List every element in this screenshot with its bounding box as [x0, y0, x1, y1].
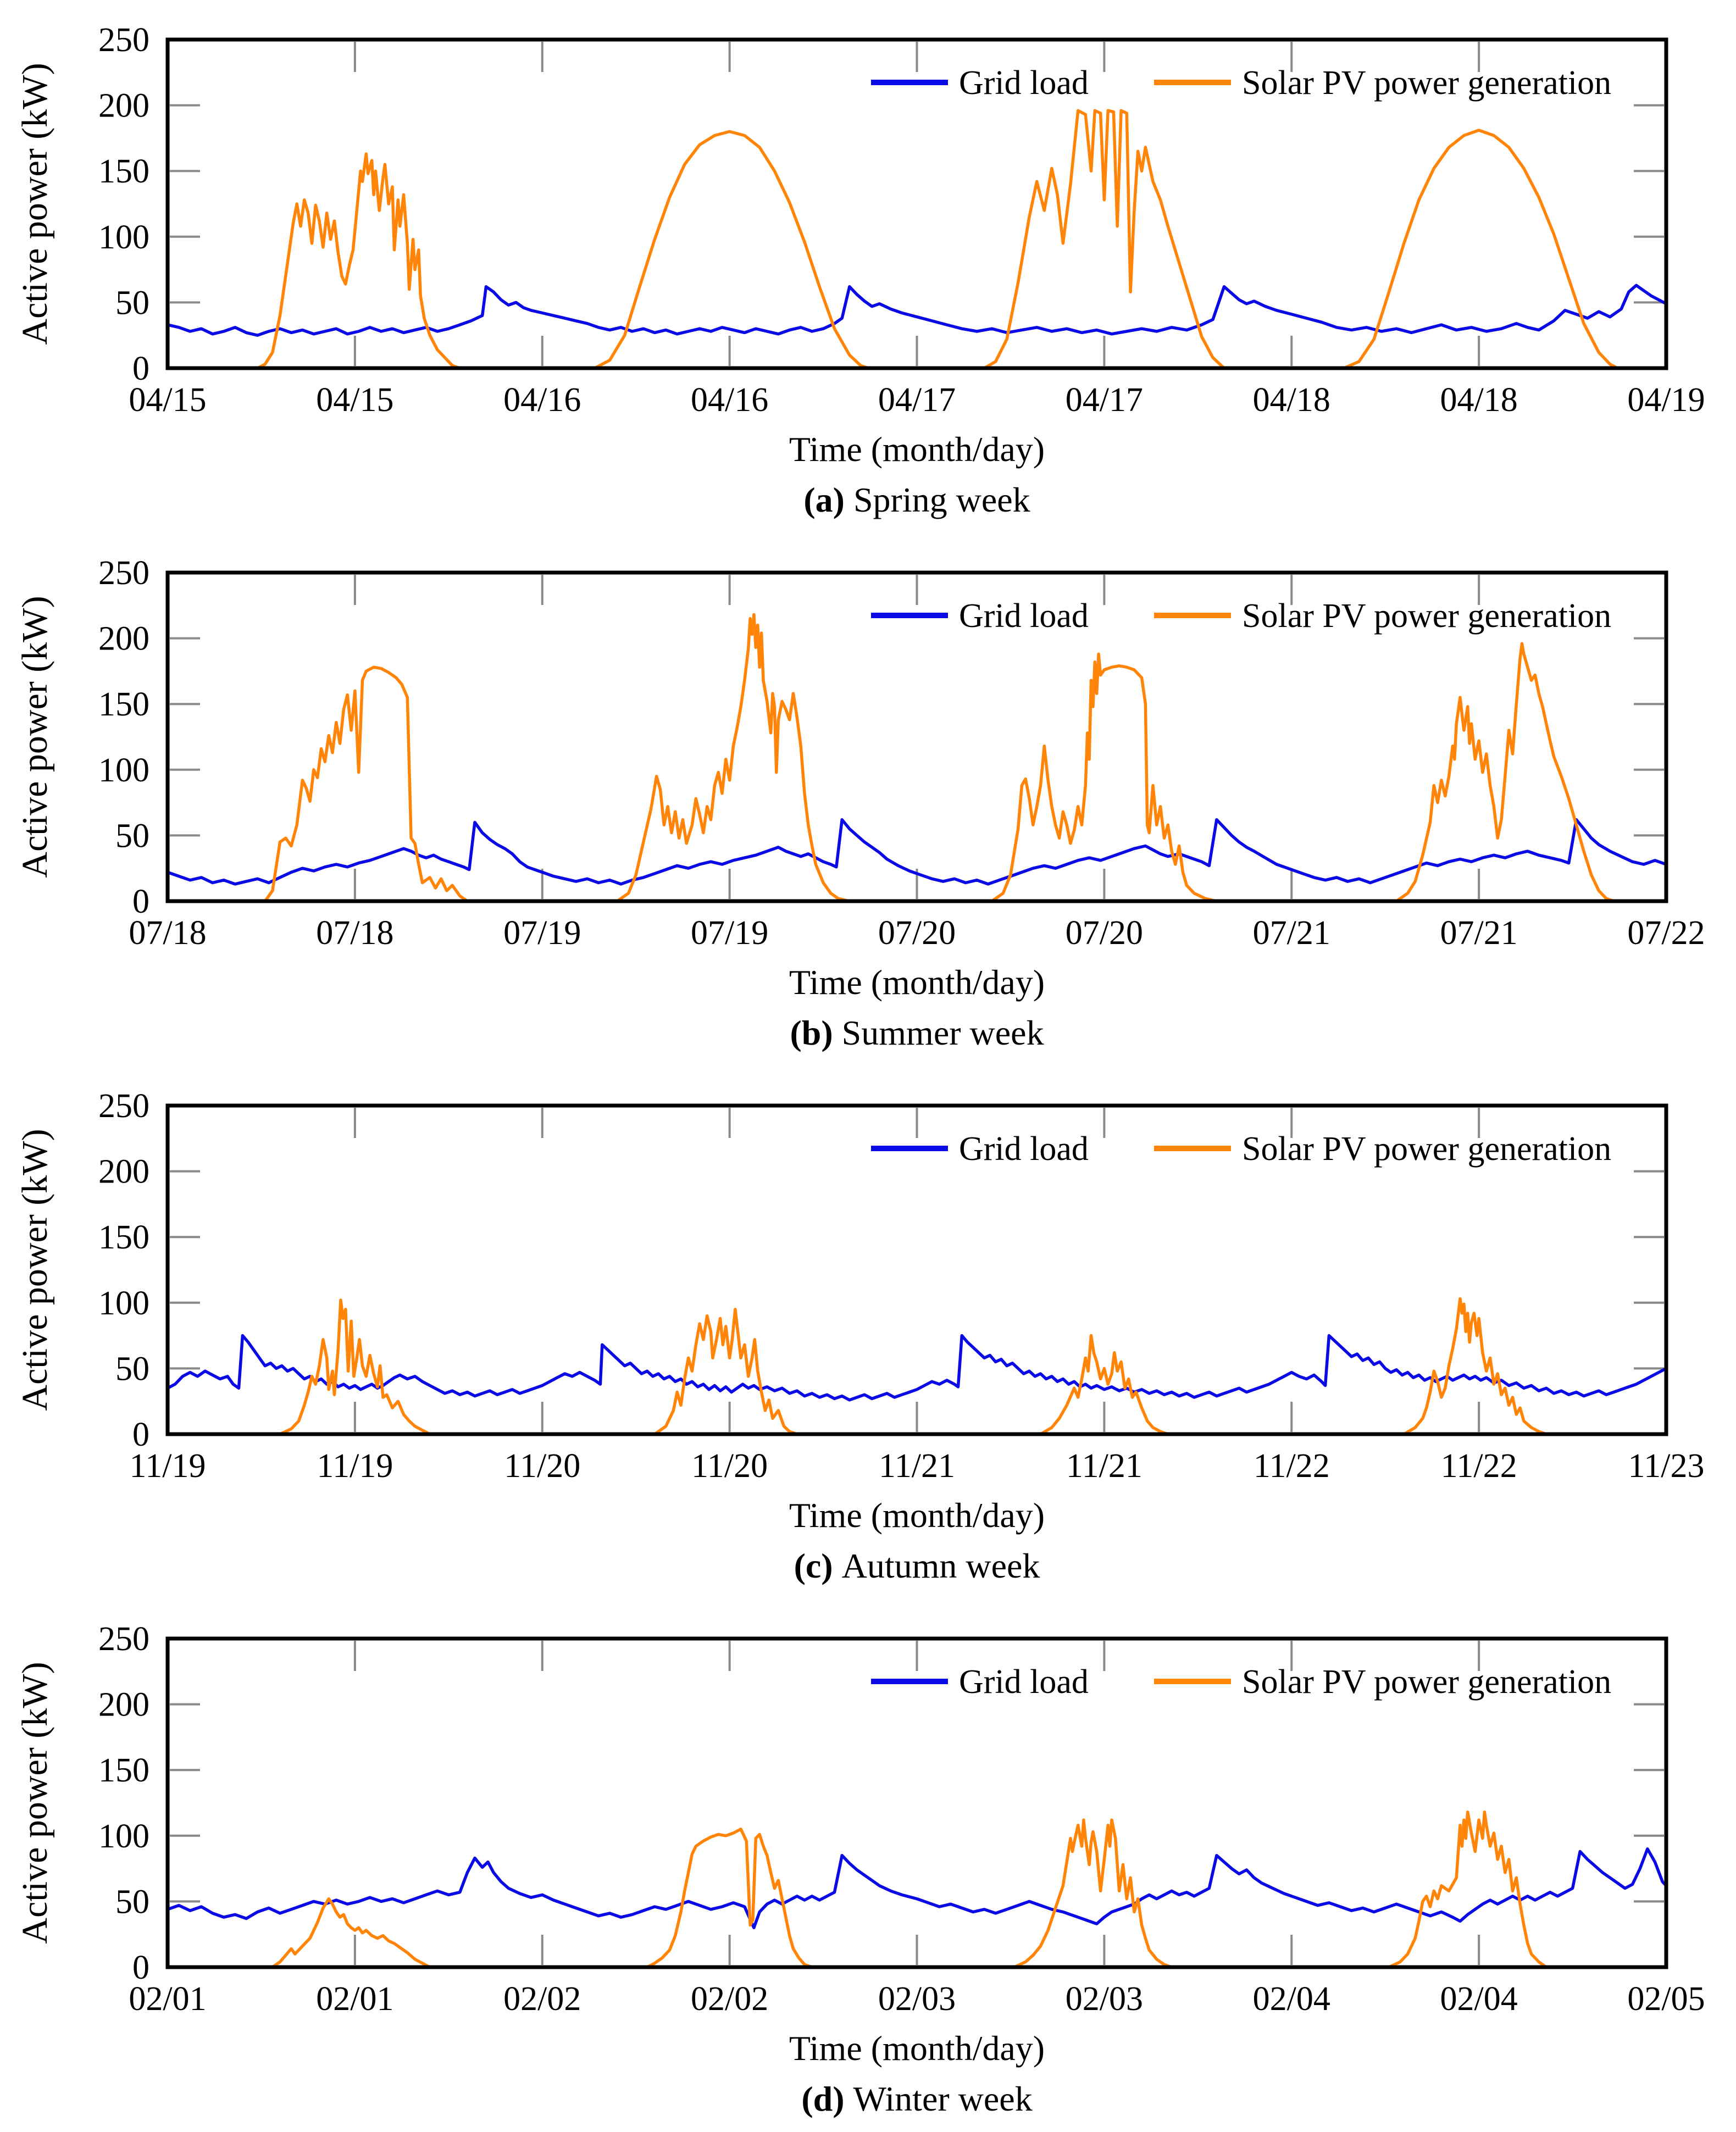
x-tick-label: 04/18: [1440, 381, 1518, 419]
x-tick-label: 02/04: [1440, 1980, 1518, 2018]
x-tick-label: 11/19: [317, 1447, 393, 1485]
legend-solar-pv-label: Solar PV power generation: [1242, 1130, 1612, 1168]
x-tick-label: 07/21: [1252, 914, 1330, 952]
y-tick-label: 0: [132, 350, 149, 387]
grid-load-line: [168, 820, 1666, 884]
y-tick-label: 250: [98, 554, 149, 592]
caption-text: Spring week: [853, 480, 1030, 519]
legend-solar-pv-label: Solar PV power generation: [1242, 1663, 1612, 1701]
x-tick-label: 07/20: [878, 914, 956, 952]
x-tick-label: 02/03: [1065, 1980, 1143, 2018]
legend-solar-pv-label: Solar PV power generation: [1242, 597, 1612, 635]
y-tick-label: 150: [98, 686, 149, 724]
x-tick-label: 04/15: [316, 381, 394, 419]
x-axis-label: Time (month/day): [789, 963, 1045, 1002]
x-tick-label: 07/18: [129, 914, 207, 952]
x-axis-label: Time (month/day): [789, 2029, 1045, 2068]
plot-svg-winter: [0, 1599, 1736, 2022]
x-tick-label: 02/03: [878, 1980, 956, 2018]
x-tick-label: 04/17: [878, 381, 956, 419]
x-tick-label: 02/02: [503, 1980, 581, 2018]
x-tick-label: 04/16: [503, 381, 581, 419]
subfigure-caption: [0, 1541, 1736, 1599]
y-tick-label: 100: [98, 1284, 149, 1322]
y-tick-label: 200: [98, 1153, 149, 1191]
x-tick-label: 02/04: [1252, 1980, 1330, 2018]
y-tick-label: 200: [98, 87, 149, 125]
chart-panel-spring: [0, 0, 1736, 533]
y-tick-label: 0: [132, 883, 149, 920]
subfigure-caption: [0, 2074, 1736, 2132]
y-axis-label: Active power (kW): [15, 1662, 55, 1944]
y-tick-label: 200: [98, 620, 149, 658]
subfigure-caption: [0, 475, 1736, 533]
y-tick-label: 150: [98, 1219, 149, 1257]
legend-grid-load-label: Grid load: [959, 1663, 1089, 1701]
x-tick-label: 04/19: [1627, 381, 1705, 419]
caption-letter: (c): [794, 1546, 833, 1585]
x-tick-label: 07/19: [691, 914, 769, 952]
x-tick-label: 04/15: [129, 381, 207, 419]
x-tick-label: 11/20: [691, 1447, 768, 1485]
caption-text: Autumn week: [841, 1546, 1040, 1585]
y-axis-label: Active power (kW): [15, 1129, 55, 1411]
legend-grid-load-label: Grid load: [959, 64, 1089, 102]
x-tick-label: 07/18: [316, 914, 394, 952]
chart-panel-autumn: [0, 1066, 1736, 1599]
y-tick-label: 0: [132, 1949, 149, 1986]
y-tick-label: 200: [98, 1686, 149, 1724]
x-tick-label: 02/01: [316, 1980, 394, 2018]
caption-letter: (a): [803, 480, 845, 519]
x-tick-label: 07/20: [1065, 914, 1143, 952]
x-tick-label: 04/17: [1065, 381, 1143, 419]
chart-panel-winter: [0, 1599, 1736, 2132]
x-tick-label: 11/22: [1253, 1447, 1330, 1485]
y-tick-label: 50: [115, 817, 149, 855]
caption-text: Summer week: [841, 1013, 1044, 1052]
y-tick-label: 100: [98, 1817, 149, 1855]
caption-letter: (d): [801, 2079, 845, 2118]
y-tick-label: 250: [98, 1620, 149, 1658]
y-axis-label: Active power (kW): [15, 596, 55, 878]
y-tick-label: 250: [98, 21, 149, 59]
x-tick-label: 04/18: [1252, 381, 1330, 419]
plot-svg-autumn: [0, 1066, 1736, 1489]
grid-load-line: [168, 285, 1666, 335]
solar-pv-line: [168, 615, 1666, 902]
legend-grid-load-label: Grid load: [959, 597, 1089, 635]
y-tick-label: 50: [115, 284, 149, 322]
y-tick-label: 150: [98, 1752, 149, 1790]
x-axis-label: Time (month/day): [789, 430, 1045, 469]
grid-load-line: [168, 1336, 1666, 1400]
y-tick-label: 50: [115, 1350, 149, 1388]
x-tick-label: 07/22: [1627, 914, 1705, 952]
plot-svg-spring: [0, 0, 1736, 423]
x-tick-label: 07/19: [503, 914, 581, 952]
caption-text: Winter week: [853, 2079, 1033, 2118]
y-axis-label: Active power (kW): [15, 63, 55, 345]
x-tick-label: 11/21: [879, 1447, 955, 1485]
x-tick-label: 04/16: [691, 381, 769, 419]
y-tick-label: 0: [132, 1416, 149, 1453]
chart-panel-summer: [0, 533, 1736, 1066]
y-tick-label: 50: [115, 1883, 149, 1921]
y-tick-label: 250: [98, 1087, 149, 1125]
x-tick-label: 11/23: [1628, 1447, 1705, 1485]
x-tick-label: 11/21: [1066, 1447, 1142, 1485]
x-tick-label: 11/20: [504, 1447, 581, 1485]
plot-svg-summer: [0, 533, 1736, 956]
legend-solar-pv-label: Solar PV power generation: [1242, 64, 1612, 102]
y-tick-label: 150: [98, 153, 149, 191]
x-tick-label: 11/19: [129, 1447, 206, 1485]
subfigure-caption: [0, 1008, 1736, 1066]
x-axis-label: Time (month/day): [789, 1496, 1045, 1535]
x-tick-label: 02/01: [129, 1980, 207, 2018]
x-tick-label: 02/02: [691, 1980, 769, 2018]
legend-grid-load-label: Grid load: [959, 1130, 1089, 1168]
y-tick-label: 100: [98, 218, 149, 256]
caption-letter: (b): [790, 1013, 833, 1052]
x-tick-label: 02/05: [1627, 1980, 1705, 2018]
x-tick-label: 11/22: [1440, 1447, 1517, 1485]
x-tick-label: 07/21: [1440, 914, 1518, 952]
y-tick-label: 100: [98, 751, 149, 789]
